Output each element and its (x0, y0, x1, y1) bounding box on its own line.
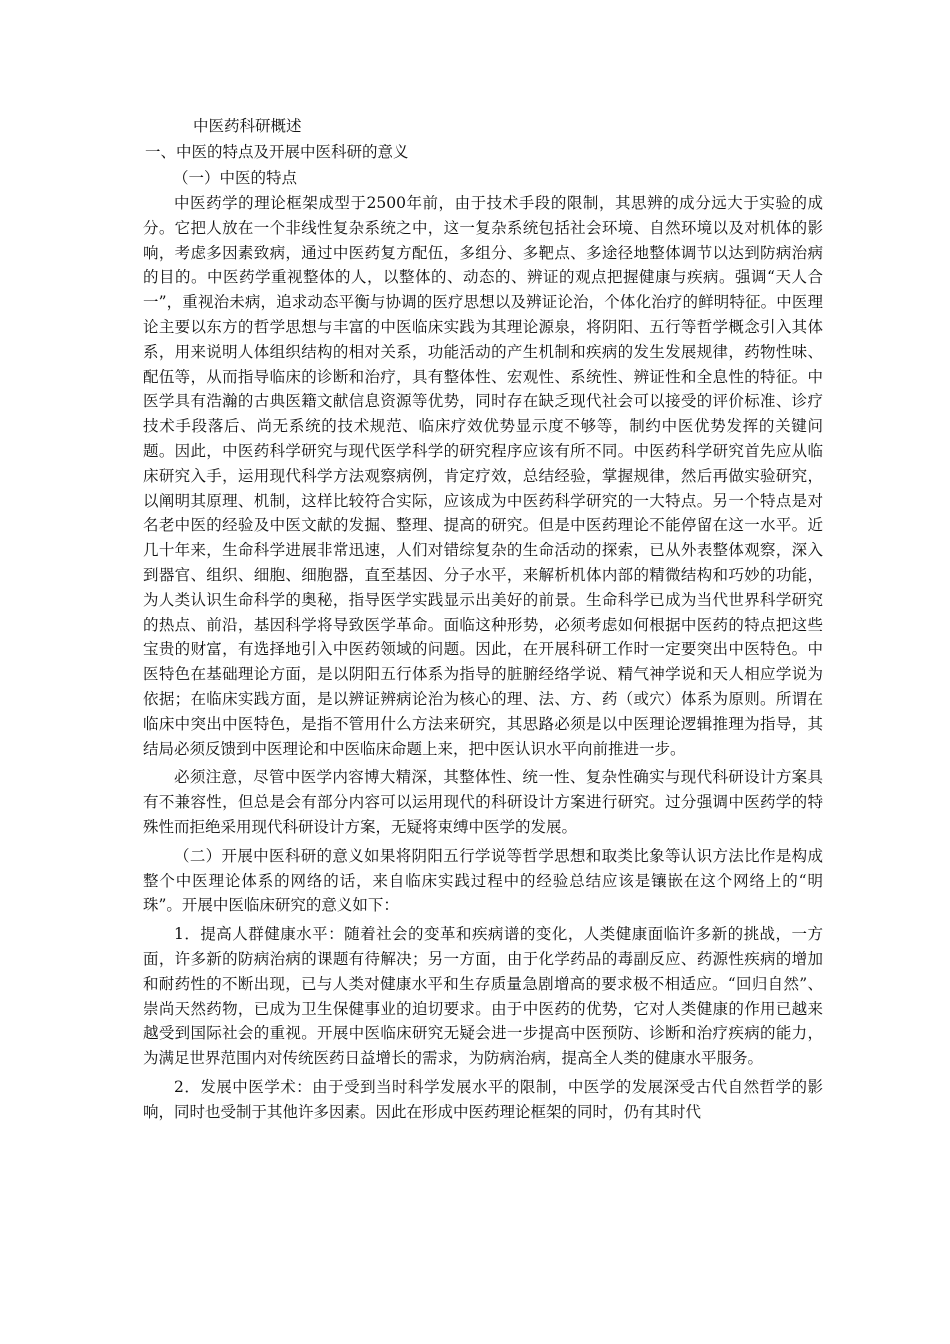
paragraph-point-2: 2．发展中医学术：由于受到当时科学发展水平的限制，中医学的发展深受古代自然哲学的影响，同时也受制于其他许多因素。因此在形成中医药理论框架的同时，仍有其时代 (143, 1077, 823, 1121)
paragraph-significance: （二）开展中医科研的意义如果将阴阳五行学说等哲学思想和取类比象等认识方法比作是构成整个中医理论体系的网络的话，来自临床实践过程中的经验总结应该是镶嵌在这个网络上的“明珠”。开展中医临床研究的意义如下： (143, 846, 823, 915)
subsection-heading-1: （一）中医的特点 (173, 169, 298, 187)
paragraph-point-1: 1．提高人群健康水平：随着社会的变革和疾病谱的变化，人类健康面临许多新的挑战，一方面，许多新的防病治病的课题有待解决；另一方面，由于化学药品的毒副反应、药源性疾病的增加和耐药性的不断出现，已与人类对健康水平和生存质量急剧增高的要求极不相适应。“回归自然”、崇尚天然药物，已成为卫生保健事业的迫切要求。由于中医药的优势，它对人类健康的作用已越来越受到国际社会的重视。开展中医临床研究无疑会进一步提高中医预防、诊断和治疗疾病的能力，为满足世界范围内对传统医药日益增长的需求，为防病治病，提高全人类的健康水平服务。 (143, 925, 823, 1068)
paragraph-characteristics: 中医药学的理论框架成型于2500年前，由于技术手段的限制，其思辨的成分远大于实验的成分。它把人放在一个非线性复杂系统之中，这一复杂系统包括社会环境、自然环境以及对机体的影响，考虑多因素致病，通过中医药复方配伍，多组分、多靶点、多途径地整体调节以达到防病治病的目的。中医药学重视整体的人，以整体的、动态的、辨证的观点把握健康与疾病。强调“天人合一”，重视治未病，追求动态平衡与协调的医疗思想以及辨证论治，个体化治疗的鲜明特征。中医理论主要以东方的哲学思想与丰富的中医临床实践为其理论源泉，将阴阳、五行等哲学概念引入其体系，用来说明人体组织结构的相对关系，功能活动的产生机制和疾病的发生发展规律，药物性味、配伍等，从而指导临床的诊断和治疗，具有整体性、宏观性、系统性、辨证性和全息性的特征。中医学具有浩瀚的古典医籍文献信息资源等优势，同时存在缺乏现代社会可以接受的评价标准、诊疗技术手段落后、尚无系统的技术规范、临床疗效优势显示度不够等，制约中医优势发挥的关键问题。因此，中医药科学研究与现代医学科学的研究程序应该有所不同。中医药科学研究首先应从临床研究入手，运用现代科学方法观察病例，肯定疗效，总结经验，掌握规律，然后再做实验研究，以阐明其原理、机制，这样比较符合实际，应该成为中医药科学研究的一大特点。另一个特点是对名老中医的经验及中医文献的发掘、整理、提高的研究。但是中医药理论不能停留在这一水平。近几十年来，生命科学进展非常迅速，人们对错综复杂的生命活动的探索，已从外表整体观察，深入到器官、组织、细胞、细胞器，直至基因、分子水平，来解析机体内部的精微结构和巧妙的功能，为人类认识生命科学的奥秘，指导医学实践显示出美好的前景。生命科学已成为当代世界科学研究的热点、前沿，基因科学将导致医学革命。面临这种形势，必须考虑如何根据中医药的特点把这些宝贵的财富，有选择地引入中医药领域的问题。因此，在开展科研工作时一定要突出中医特色。中医特色在基础理论方面，是以阴阳五行体系为指导的脏腑经络学说、精气神学说和天人相应学说为依据；在临床实践方面，是以辨证辨病论治为核心的理、法、方、药（或穴）体系为原则。所谓在临床中突出中医特色，是指不管用什么方法来研究，其思路必须是以中医理论逻辑推理为指导，其结局必须反馈到中医理论和中医临床命题上来，把中医认识水平向前推进一步。 (143, 194, 823, 758)
section-heading-1: 一、中医的特点及开展中医科研的意义 (145, 143, 409, 161)
document-title: 中医药科研概述 (193, 117, 302, 135)
paragraph-caution: 必须注意，尽管中医学内容博大精深，其整体性、统一性、复杂性确实与现代科研设计方案具有不兼容性，但总是会有部分内容可以运用现代的科研设计方案进行研究。过分强调中医药学的特殊性而拒绝采用现代科研设计方案，无疑将束缚中医学的发展。 (143, 768, 823, 836)
document-page (143, 113, 823, 1128)
